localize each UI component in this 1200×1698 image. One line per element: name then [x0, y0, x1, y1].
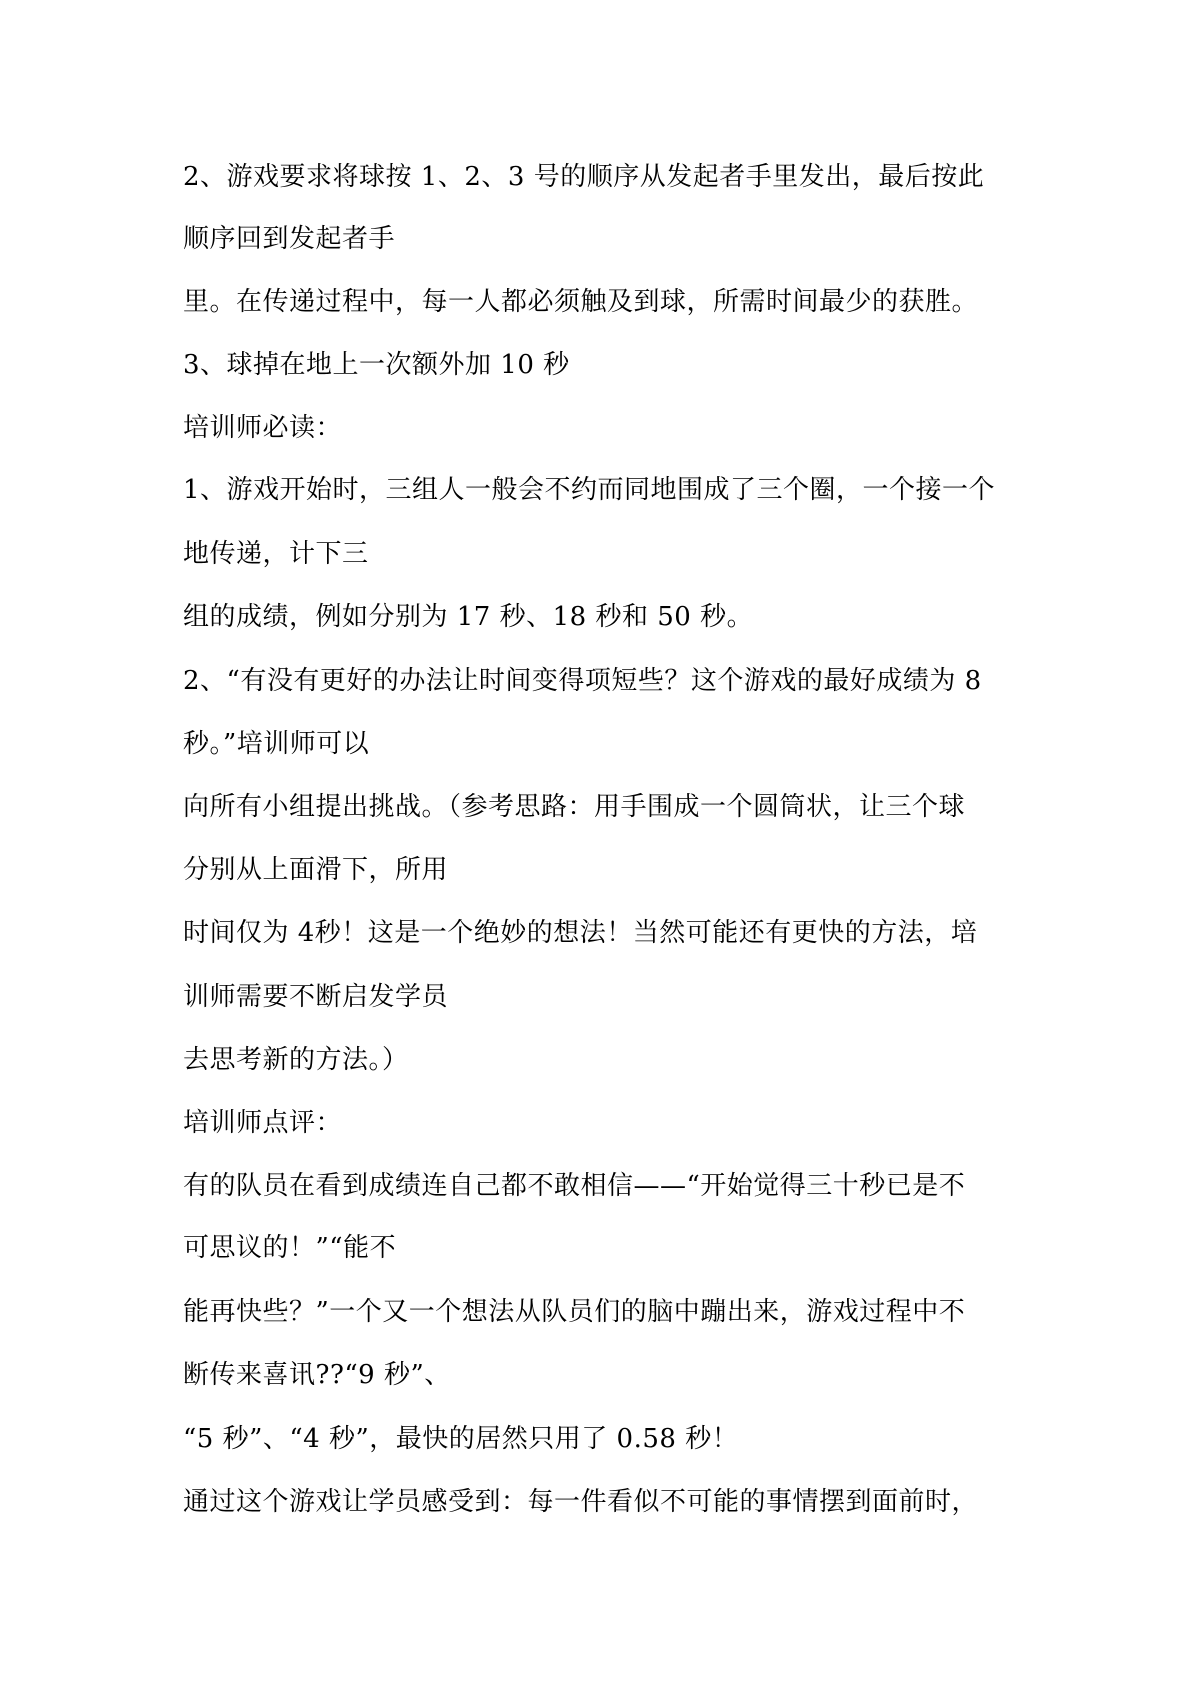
text-line-5: 培训师必读： [183, 413, 343, 443]
text-line-19: 能再快些？”一个又一个想法从队员们的脑中蹦出来，游戏过程中不 [183, 1297, 966, 1327]
text-line-7: 地传递，计下三 [183, 539, 369, 569]
text-line-16: 培训师点评： [183, 1108, 343, 1138]
text-line-22: 通过这个游戏让学员感受到：每一件看似不可能的事情摆到面前时， [183, 1487, 979, 1517]
text-line-8: 组的成绩，例如分别为 17 秒、18 秒和 50 秒。 [183, 602, 754, 632]
text-line-14: 训师需要不断启发学员 [183, 982, 449, 1012]
text-line-17: 有的队员在看到成绩连自己都不敢相信——“开始觉得三十秒已是不 [183, 1171, 966, 1201]
text-line-11: 向所有小组提出挑战。（参考思路：用手围成一个圆筒状，让三个球 [183, 792, 966, 822]
text-line-20: 断传来喜讯??“9 秒”、 [183, 1360, 451, 1390]
text-line-10: 秒。”培训师可以 [183, 729, 370, 759]
text-line-15: 去思考新的方法。） [183, 1045, 409, 1075]
text-line-13: 时间仅为 4秒！这是一个绝妙的想法！当然可能还有更快的方法，培 [183, 918, 978, 948]
text-line-9: 2、“有没有更好的办法让时间变得项短些？这个游戏的最好成绩为 8 [183, 666, 982, 696]
text-line-2: 顺序回到发起者手 [183, 224, 396, 254]
text-line-12: 分别从上面滑下，所用 [183, 855, 449, 885]
text-line-21: “5 秒”、“4 秒”，最快的居然只用了 0.58 秒！ [183, 1424, 739, 1454]
text-line-4: 3、球掉在地上一次额外加 10 秒 [183, 350, 570, 380]
text-line-1: 2、游戏要求将球按 1、2、3 号的顺序从发起者手里发出，最后按此 [183, 162, 985, 192]
text-line-3: 里。在传递过程中，每一人都必须触及到球，所需时间最少的获胜。 [183, 287, 979, 317]
text-line-6: 1、游戏开始时，三组人一般会不约而同地围成了三个圈，一个接一个 [183, 475, 996, 505]
text-line-18: 可思议的！”“能不 [183, 1233, 397, 1263]
